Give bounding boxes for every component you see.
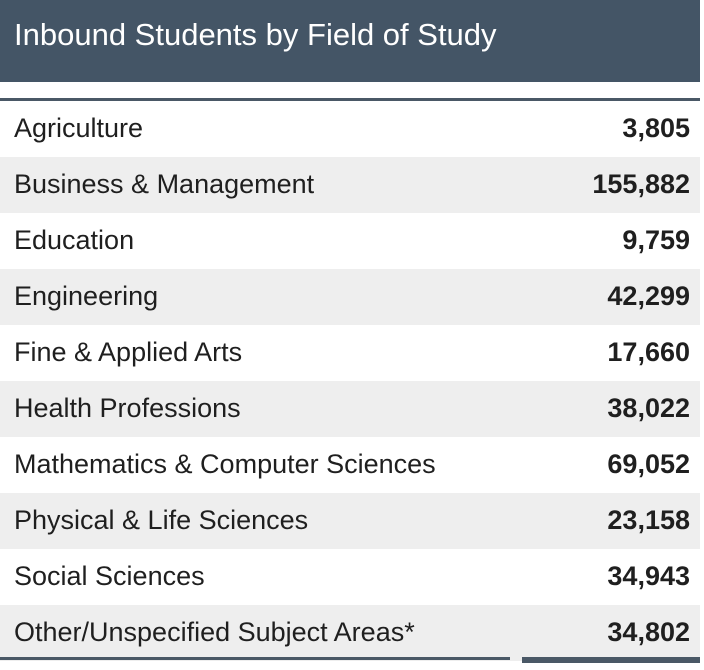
bottom-divider-left [0, 657, 510, 660]
table-row [0, 157, 700, 213]
row-value: 3,805 [622, 113, 690, 143]
row-value: 34,943 [607, 561, 690, 591]
page-title: Inbound Students by Field of Study [14, 17, 497, 52]
row-value: 34,802 [607, 617, 690, 647]
row-value: 23,158 [607, 505, 690, 535]
bottom-divider-right [522, 657, 700, 663]
row-value: 9,759 [622, 225, 690, 255]
row-label: Agriculture [14, 113, 144, 143]
table-row [0, 325, 700, 381]
table-row [0, 213, 700, 269]
row-value: 38,022 [607, 393, 690, 423]
row-label: Other/Unspecified Subject Areas* [14, 617, 415, 647]
row-value: 42,299 [607, 281, 690, 311]
table-row [0, 101, 700, 157]
table-row [0, 549, 700, 605]
row-label: Social Sciences [14, 561, 205, 591]
data-table [0, 101, 700, 661]
table-row [0, 269, 700, 325]
row-value: 69,052 [607, 449, 690, 479]
row-label: Fine & Applied Arts [14, 337, 243, 367]
row-label: Health Professions [14, 393, 241, 423]
table-header [0, 0, 700, 82]
table-row [0, 605, 700, 661]
row-label: Education [14, 225, 135, 255]
row-label: Physical & Life Sciences [14, 505, 309, 535]
table-row [0, 437, 700, 493]
row-label: Engineering [14, 281, 159, 311]
row-value: 155,882 [592, 169, 690, 199]
table-row [0, 493, 700, 549]
row-value: 17,660 [607, 337, 690, 367]
table-row [0, 381, 700, 437]
row-label: Business & Management [14, 169, 315, 199]
row-label: Mathematics & Computer Sciences [14, 449, 436, 479]
